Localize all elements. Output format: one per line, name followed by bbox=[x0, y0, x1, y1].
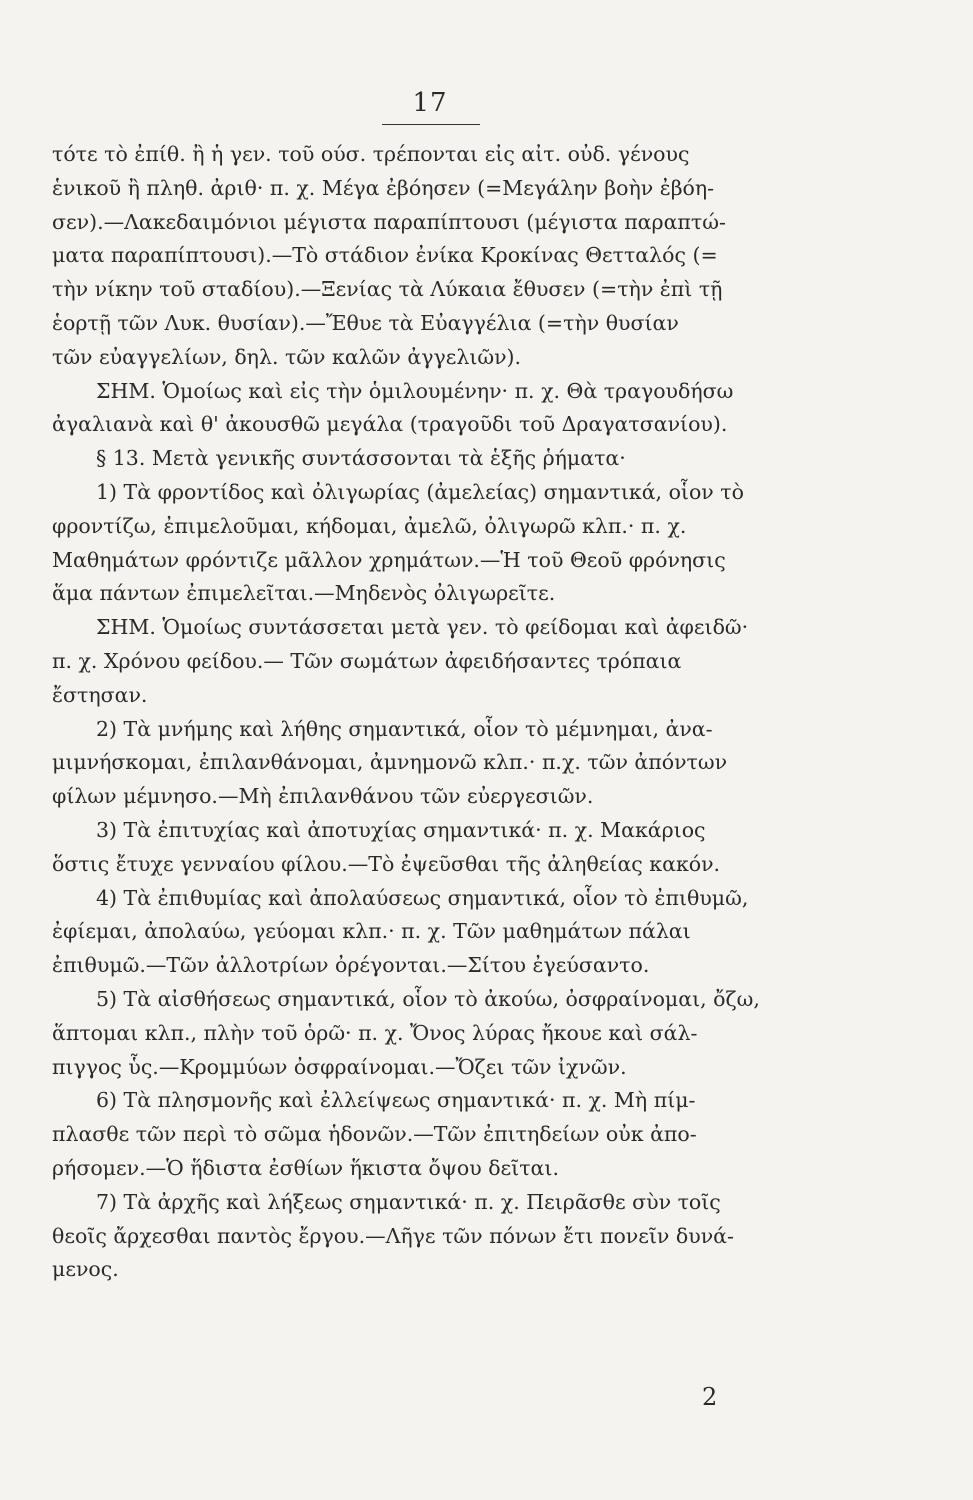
text-line: ἅμα πάντων ἐπιμελεῖται.—Μηδενὸς ὀλιγωρεῖτε. bbox=[52, 581, 556, 606]
sheet-signature: 2 bbox=[702, 1383, 718, 1411]
body-text bbox=[52, 138, 812, 1287]
text-line: πλασθε τῶν περὶ τὸ σῶμα ἡδονῶν.—Τῶν ἐπιτηδείων οὐκ ἀπο- bbox=[52, 1122, 697, 1147]
text-line: πιγγος ὗς.—Κρομμύων ὀσφραίνομαι.—Ὄζει τῶν ἰχνῶν. bbox=[52, 1054, 627, 1079]
text-line: φροντίζω, ἐπιμελοῦμαι, κήδομαι, ἀμελῶ, ὀλιγωρῶ κλπ.· π. χ. bbox=[52, 513, 687, 538]
item-line: 3) Τὰ ἐπιτυχίας καὶ ἀποτυχίας σημαντικά· π. χ. Μακάριος bbox=[96, 817, 706, 842]
text-line: ἐπιθυμῶ.—Τῶν ἀλλοτρίων ὀρέγονται.—Σίτου ἐγεύσαντο. bbox=[52, 953, 650, 978]
text-line: τὴν νίκην τοῦ σταδίου).—Ξενίας τὰ Λύκαια ἔθυσεν (=τὴν ἐπὶ τῇ bbox=[52, 277, 723, 302]
text-line: μιμνήσκομαι, ἐπιλανθάνομαι, ἀμνημονῶ κλπ.· π.χ. τῶν ἀπόντων bbox=[52, 750, 728, 775]
item-line: 1) Τὰ φροντίδος καὶ ὀλιγωρίας (ἀμελείας) σημαντικά, οἷον τὸ bbox=[96, 479, 744, 504]
text-line: ὅστις ἔτυχε γενναίου φίλου.—Τὸ ἐψεῦσθαι τῆς ἀληθείας κακόν. bbox=[52, 851, 721, 876]
text-line: τότε τὸ ἐπίθ. ἢ ἡ γεν. τοῦ ούσ. τρέπονται εἰς αἰτ. οὐδ. γένους bbox=[52, 142, 690, 166]
text-line: μενος. bbox=[52, 1257, 119, 1282]
text-line: ἅπτομαι κλπ., πλὴν τοῦ ὁρῶ· π. χ. Ὄνος λύρας ἤκουε καὶ σάλ- bbox=[52, 1020, 698, 1045]
text-line: ἀγαλιανὰ καὶ θ' ἀκουσθῶ μεγάλα (τραγοῦδι τοῦ Δραγατσανίου). bbox=[52, 412, 728, 437]
note-line: ΣΗΜ. Ὁμοίως καὶ εἰς τὴν ὁμιλουμένην· π. χ. Θὰ τραγουδήσω bbox=[96, 378, 734, 403]
text-line: ἐφίεμαι, ἀπολαύω, γεύομαι κλπ.· π. χ. Τῶν μαθημάτων πάλαι bbox=[52, 919, 691, 944]
item-line: 4) Τὰ ἐπιθυμίας καὶ ἀπολαύσεως σημαντικά, οἷον τὸ ἐπιθυμῶ, bbox=[96, 885, 749, 910]
item-line: 2) Τὰ μνήμης καὶ λήθης σημαντικά, οἷον τὸ μέμνημαι, ἀνα- bbox=[96, 716, 713, 741]
text-line: σεν).—Λακεδαιμόνιοι μέγιστα παραπίπτουσι (μέγιστα παραπτώ- bbox=[52, 209, 726, 234]
section-heading: § 13. Μετὰ γενικῆς συντάσσονται τὰ ἑξῆς ῥήματα· bbox=[96, 446, 626, 471]
text-line: τῶν εὐαγγελίων, δηλ. τῶν καλῶν ἀγγελιῶν). bbox=[52, 344, 522, 369]
page-number: 17 bbox=[412, 88, 448, 118]
item-line: 5) Τὰ αἰσθήσεως σημαντικά, οἷον τὸ ἀκούω, ὀσφραίνομαι, ὄζω, bbox=[96, 986, 760, 1011]
text-line: ρήσομεν.—Ὁ ἥδιστα ἐσθίων ἥκιστα ὄψου δεῖται. bbox=[52, 1155, 559, 1180]
text-line: φίλων μέμνησο.—Μὴ ἐπιλανθάνου τῶν εὐεργεσιῶν. bbox=[52, 784, 594, 809]
item-line: 6) Τὰ πλησμονῆς καὶ ἐλλείψεως σημαντικά· π. χ. Μὴ πίμ- bbox=[96, 1088, 696, 1113]
text-line: ἔστησαν. bbox=[52, 682, 148, 707]
text-line: ματα παραπίπτουσι).—Τὸ στάδιον ἐνίκα Κροκίνας Θετταλός (= bbox=[52, 243, 718, 268]
text-line: θεοῖς ἄρχεσθαι παντὸς ἔργου.—Λῆγε τῶν πόνων ἔτι πονεῖν δυνά- bbox=[52, 1223, 734, 1248]
item-line: 7) Τὰ ἀρχῆς καὶ λήξεως σημαντικά· π. χ. Πειρᾶσθε σὺν τοῖς bbox=[96, 1189, 721, 1214]
page-number-rule bbox=[382, 124, 480, 125]
text-line: π. χ. Χρόνου φείδου.— Τῶν σωμάτων ἀφειδήσαντες τρόπαια bbox=[52, 648, 682, 673]
text-line: ἑνικοῦ ἢ πληθ. ἀριθ· π. χ. Μέγα ἐβόησεν (=Μεγάλην βοὴν ἐβόη- bbox=[52, 175, 715, 200]
text-line: Μαθημάτων φρόντιζε μᾶλλον χρημάτων.—Ἡ τοῦ Θεοῦ φρόνησις bbox=[52, 547, 726, 572]
text-line: ἑορτῇ τῶν Λυκ. θυσίαν).—Ἔθυε τὰ Εὐαγγέλια (=τὴν θυσίαν bbox=[52, 310, 679, 335]
note-line: ΣΗΜ. Ὁμοίως συντάσσεται μετὰ γεν. τὸ φείδομαι καὶ ἀφειδῶ· bbox=[96, 615, 749, 640]
